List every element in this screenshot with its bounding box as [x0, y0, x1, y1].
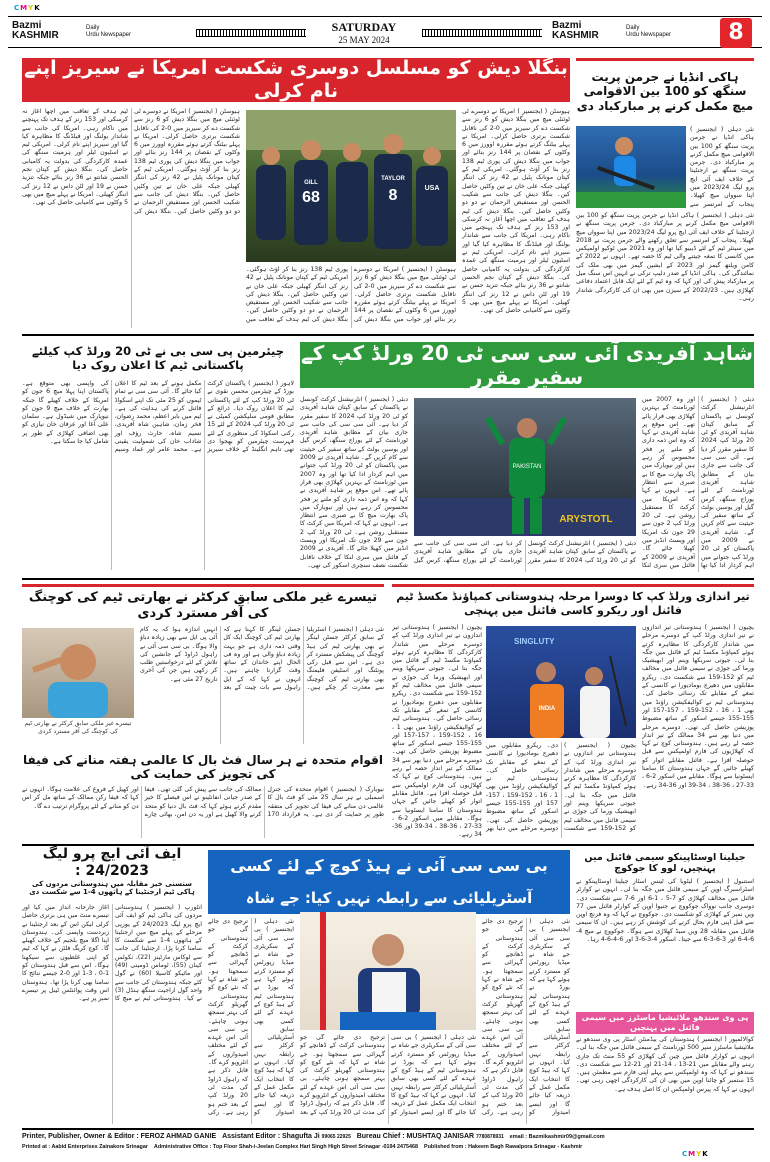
- photo-langer: [22, 628, 134, 718]
- divider-row2: [22, 578, 754, 580]
- footer-name-bureau: MUSHTAQ JANISAR: [406, 1133, 475, 1140]
- afridi-illustration: [414, 398, 636, 536]
- bcci-headline-box: [208, 850, 570, 914]
- photo-usa-team: [246, 110, 456, 262]
- jay-shah-illustration: [300, 912, 476, 1030]
- divider-row1: [22, 334, 754, 336]
- headline-sindhu: پی وی سندھو ملائیشیا ماسٹرز میں سیمی فائنل میں پہنچیں: [576, 1012, 754, 1034]
- masthead-day: SATURDAY: [331, 20, 397, 34]
- footer-name-editor: FEROZ AHMAD GANIE: [140, 1133, 217, 1140]
- headline-football: اقوام متحدہ نے ہر سال فٹ بال کا عالمی ہفتہ منانے کی فیفا کی تجویز کی حمایت کی: [22, 752, 384, 781]
- archery-country-text: INDIA: [538, 706, 556, 712]
- archery-body-left: یچیون ( ایجنسیز ) ہندوستانی تیر اندازوں نے تیر اندازی ورلڈ کپ کے دوسرے مرحلے میں شاندار کارکردگی کا مظاہرہ کرتے ہوئے کمپاؤنڈ مکسڈ ٹیم کے فائنل میں جگہ بنا لی۔ جیوتی سریکھا وینم اور ابھیشیک ورما کی جوڑی نے سیمی فائنل میں مخالف ٹیم کو 152-159 سے شکست دی۔ ریکرو مقابلوں میں دھیرج بومادیورا نے کانسی کے تمغے کے مقابلے تک رسائی حاصل کی۔ ہندوستانی ٹیم نے کوالیفکیشن راؤنڈ میں بھی 1 ، 16 ، 152-159 ، 157-157 اور 155-155 جیسے اسکور کے ساتھ مضبوط پوزیشن حاصل کی تھی۔ دوسرے مرحلے میں دنیا بھر سے 34 ممالک کے تیر انداز حصہ لے رہے ہیں۔ ہندوستانی کوچ نے کہا کہ کھلاڑیوں کی فارم اولمپکس سے قبل حوصلہ افزا ہے۔ فائنل مقابلے اتوار کو کھیلے جائیں گے جہاں ہندوستان کا سامنا ایسٹونیا سے ہوگا۔ مقابلے میں اسکور 2-6 ، 33-27 ، 36-38 ، 34-39 اور 36-34 رہے۔: [392, 624, 482, 838]
- hockey-player-illustration: [576, 126, 686, 208]
- brand-name-left: Bazmi KASHMIR: [12, 20, 59, 41]
- footer-label-bureau: Bureau Chief :: [356, 1133, 405, 1140]
- bcci-body-right: نئی دہلی ( ایجنسیز ) بی سی سی آئی کے سکریٹری جے شاہ نے میڈیا رپورٹس کو مسترد کرتے ہوئے کہا ہے کہ بورڈ نے ہندوستانی ٹیم کے ہیڈ کوچ کے عہدے کے لئے کسی بھی سابق آسٹریلیائی کرکٹر سے رابطہ نہیں کیا۔ انہوں نے کہا کہ ہیڈ کوچ کا انتخاب ایک مکمل عمل کے ذریعہ کیا جائے گا اور ایسے امیدوار کو ترجیح دی جائے گی جو ہندوستانی کرکٹ کے ڈھانچے کو گہرائی سے سمجھتا ہو۔ جے شاہ نے کہا کہ نئے کوچ کو ہندوستانی گھریلو کرکٹ کی بہتر سمجھ ہونی چاہئے۔ بی سی سی آئی اس عہدے کے لئے مختلف امیدواروں کے انٹرویو کرے گا۔ قابل ذکر ہے کہ راہول ڈراوڈ کی مدت ٹی 20 ورلڈ کپ کے بعد ختم ہو رہی ہے۔ رکی: [482, 918, 570, 1116]
- proleague-body: انٹورپ ( ایجنسیز ) ہندوستانی مردوں کی ہاکی ٹیم کو ایف آئی ایچ پرو لیگ 24/2023 کے یورپی مرحلے کے پہلے میچ میں ارجنٹینا کے ہاتھوں 4-1 سے شکست کا سامنا کرنا پڑا۔ ارجنٹینا کی جانب سے لوکاس مارٹینز (22)، نکولس کینان (55)، ٹوماس ڈومینی (49) اور مائیکو کاسیلا (60) نے گول کئے جبکہ ہندوستان کی جانب سے واحد گول اراجیت سنگھ ہنڈل (3) نے کیا۔ ہندوستانی ٹیم نے میچ کا آغاز جارحانہ انداز میں کیا اور تیسرے منٹ میں ہی برتری حاصل کرلی لیکن اس کے بعد ارجنٹینا نے زبردست واپسی کی۔ ہندوستان اپنا اگلا میچ بلجیم کے خلاف کھیلے گا۔ کوچ کریگ فلٹن نے کہا کہ ٹیم کو اپنی غلطیوں سے سیکھنا ہوگا۔ اس سے قبل ہندوستان کو 1-0 ، 3-1 اور 0-2 جیسے نتائج کا سامنا بھی کرنا پڑا تھا۔ ہندوستان اس وقت پوائنٹس ٹیبل پر تیسرے نمبر پر ہے۔: [22, 904, 202, 1003]
- bangladesh-body-bottom: ہیوسٹن ( ایجنسیز ) امریکا نے دوسرے ٹی ٹوئنٹی میچ میں بنگلا دیش کو 6 رنز سے شکست دے کر سیریز میں 0-2 کی ناقابل شکست برتری حاصل کرلی۔ امریکا نے پہلے بیٹنگ کرتے ہوئے مقررہ اوورز میں 6 وکٹوں کے نقصان پر 144 رنز بنائے اور جواب میں بنگلا دیش کی پوری ٹیم 138 رنز بنا کر آؤٹ ہوگئی۔ امریکی ٹیم کے کپتان مونانک پٹیل نے 42 رنز کی اننگز کھیلی جبکہ علی خان نے تین وکٹیں حاصل کیں۔ بنگلا دیش کی جانب سے شکیب الحسن اور مستفیض الرحمان نے دو دو وکٹیں حاصل کیں۔ بنگلا دیش کی ٹیم ہدف کے تعاقب میں: [246, 266, 456, 323]
- photo-jay-shah: [300, 912, 476, 1030]
- headline-bcci-line1: بی سی سی آئی نے ہیڈ کوچ کے لئے کسی: [230, 856, 548, 876]
- brand-tag-left: Daily Urdu Newspaper: [86, 25, 132, 38]
- masthead: [8, 16, 762, 48]
- headline-coach: تیسرے غیر ملکی سابق کرکٹر نے بھارتی ٹیم کی کوچنگ کی آفر مسترد کردی: [22, 584, 384, 624]
- footer-line2: [22, 1144, 754, 1150]
- footer-office: Administrative Office : Top Floor Shah-i-Jeelan Complex Hari Singh High Street Srinagar -0194 2475468: [153, 1144, 419, 1150]
- footer-name-assistant: Shagufta Ji: [281, 1133, 320, 1140]
- masthead-rule-left: [196, 29, 306, 37]
- jersey-name-3: USA: [424, 185, 440, 192]
- footer-label-assistant: Assistant Editor :: [222, 1133, 281, 1140]
- archery-illustration: [486, 626, 636, 738]
- page-number: 8: [720, 18, 752, 48]
- masthead-date: 25 MAY 2024: [338, 35, 390, 45]
- pcb-squad-body: لاہور ( ایجنسیز ) پاکستان کرکٹ بورڈ کے چیئرمین محسن نقوی نے ٹی 20 ورلڈ کپ کے لئے پاکستانی ٹیم کا اعلان روک دیا۔ ذرائع کے مطابق قومی سلیکشن کمیٹی نے ٹی 20 ورلڈ کپ 2024 کے لئے 15 رکنی اسکواڈ کی منظوری کے لئے فہرست چیئرمین کو بھجوا دی تھی تاہم انگلینڈ کے خلاف سیریز مکمل ہونے کے بعد ٹیم کا اعلان کیا جائے گا۔ آئی سی سی نے تمام ٹیموں کو 25 مئی تک اپنے اسکواڈ فائنل کرنے کی ہدایت کی ہے۔ ٹیم میں بابر اعظم، محمد رضوان، فخر زمان، شاہین شاہ آفریدی، نسیم شاہ، حارث رؤف اور شاداب خان کی شمولیت یقینی ہے۔ محمد عامر اور عماد وسیم کی واپسی بھی متوقع ہے۔ پاکستان اپنا پہلا میچ 6 جون کو امریکا کے خلاف کھیلے گا جبکہ بھارت کے خلاف میچ 9 جون کو نیویارک میں شیڈول ہے۔ سلمان علی آغا اور عرفان خان نیازی کو بھی اضافی کھلاڑی کے طور پر شامل کیا جا سکتا ہے۔: [22, 380, 294, 454]
- footer-printed: Printed at : Aabid Enterprises Zainakore Srinagar: [22, 1144, 148, 1150]
- jersey-number-2: 8: [388, 187, 398, 204]
- jersey-number-1: 68: [302, 189, 320, 206]
- afridi-body-right: دبئی ( ایجنسیز ) انٹرنیشنل کرکٹ کونسل نے پاکستان کے سابق کپتان شاہد آفریدی کو ٹی 20 ورلڈ کپ 2024 کا سفیر مقرر کر دیا ہے۔ آئی سی سی کی جانب سے جاری بیان کے مطابق شاہد آفریدی ٹورنامنٹ کے لئے یوراج سنگھ، کرس گیل اور یوسین بولٹ کے ساتھ سفیر کی حیثیت سے کام کریں گے۔ شاہد آفریدی نے 2009 میں پاکستان کو ٹی 20 ورلڈ کپ جتوانے میں اہم کردار ادا کیا تھا اور وہ 2007 میں ٹورنامنٹ کے بہترین کھلاڑی بھی قرار پائے تھے۔ اس موقع پر شاہد آفریدی نے کہا کہ وہ اس ذمہ داری کو ملنے پر فخر محسوس کر رہے ہیں اور نیویارک میں پاک بھارت میچ کا بے صبری سے انتظار ہے۔ انہوں نے کہا کہ امریکا میں کرکٹ کا مستقبل روشن ہے۔ ٹی 20 ورلڈ کپ 2 جون سے 29 جون تک امریکا اور ویسٹ انڈیز میں کھیلا جائے گا۔ آفریدی نے 2009 کے فائنل میں سری لنکا: [642, 396, 754, 569]
- headline-bangladesh: بنگلا دیش کو مسلسل دوسری شکست امریکا نے سیریز اپنے نام کرلی: [22, 58, 570, 102]
- brand-left: [12, 21, 82, 41]
- photo-hockey-player: [576, 126, 686, 208]
- archery-body-bottom: یچیون ( ایجنسیز ) ہندوستانی تیر اندازوں نے تیر اندازی ورلڈ کپ کے دوسرے مرحلے میں شاندار کارکردگی کا مظاہرہ کرتے ہوئے کمپاؤنڈ مکسڈ ٹیم کے فائنل میں جگہ بنا لی۔ جیوتی سریکھا وینم اور ابھیشیک ورما کی جوڑی نے سیمی فائنل میں مخالف ٹیم کو 152-159 سے شکست دی۔ ریکرو مقابلوں میں دھیرج بومادیورا نے کانسی کے تمغے کے مقابلے تک رسائی حاصل کی۔ ہندوستانی ٹیم نے کوالیفکیشن راؤنڈ میں بھی 1 ، 16 ، 152-159 ، 157-157 اور 155-155 جیسے اسکور کے ساتھ مضبوط پوزیشن حاصل کی تھی۔ دوسرے مرحلے میں دنیا بھر: [486, 742, 636, 832]
- footer-phone-assistant: 99065 22925: [321, 1134, 351, 1140]
- brand-tag-right: Daily Urdu Newspaper: [626, 25, 672, 38]
- headline-afridi: شاہد آفریدی آئی سی سی ٹی 20 ورلڈ کپ کے سفیر مقرر: [300, 341, 754, 389]
- jelena-body: استنبول ( ایجنسیز ) لیٹویا کی ٹینس اسٹار جیلینا اوسٹاپینکو نے اسٹراسبرگ اوپن کے سیمی فائنل میں جگہ بنا لی۔ انہوں نے کوارٹر فائنل میں مخالف کھلاڑی کو 7-5 ، 1-6 اور 6-7 سے شکست دی۔ دوسری جانب نوواک جوکووچ نے جنیوا اوپن کے کوارٹر فائنل میں 77 ویں نمبر کے کھلاڑی کو شکست دی۔ جوکووچ نے کہا کہ وہ فرنچ اوپن سے قبل اپنی فارم بحال کرنے کی کوشش کر رہے ہیں۔ ان کا سیمی فائنل میں مقابلہ 28 ویں سیڈ کھلاڑی سے ہوگا۔ جوکووچ نے میچ 4-6-4-6 اور 3-6-3-6 سے جیتا۔ اسکور 4-3-6-3 اور 6-4-6-4 رہا۔: [576, 878, 754, 944]
- headline-bcci-line2: آسٹریلیائی سے رابطہ نہیں کیا: جے شاہ: [245, 889, 533, 907]
- coach-body: نئی دہلی ( ایجنسیز ) آسٹریلیا کے سابق کرکٹر جسٹن لینگر نے بھی بھارتی ٹیم کی ہیڈ کوچنگ کی پیشکش مسترد کر دی ہے۔ اس سے قبل رکی پونٹنگ اور اسٹیفن فلیمنگ بھی بھارتی ٹیم کی کوچنگ سے معذرت کر چکے ہیں۔ جسٹن لینگر کا کہنا ہے کہ بھارتی ٹیم کی کوچنگ ایک کل وقتی ذمہ داری ہے جو بہت زیادہ دباؤ والی ہے اور وہ فی الحال اپنے خاندان کے ساتھ وقت گزارنا چاہتے ہیں۔ انہوں نے کہا کہ کے ایل راہول سے بات چیت کے بعد انہیں اندازہ ہوا کہ یہ کام آئی پی ایل سے بھی زیادہ دباؤ والا ہوگا۔ بی سی سی آئی نے راہول ڈراوڈ کے جانشین کی تلاش کے لئے درخواستیں طلب کر رکھی ہیں جن کی آخری تاریخ 27 مئی ہے۔: [140, 626, 384, 692]
- footer-email: email : Bazmikashmir09@gmail.com: [509, 1134, 605, 1140]
- footer-label-editor: Printer, Publisher, Owner & Editor :: [22, 1133, 139, 1140]
- bcci-body-bottom: نئی دہلی ( ایجنسیز ) بی سی سی آئی کے سکریٹری جے شاہ نے میڈیا رپورٹس کو مسترد کرتے ہوئے کہا ہے کہ بورڈ نے ہندوستانی ٹیم کے ہیڈ کوچ کے عہدے کے لئے کسی بھی سابق آسٹریلیائی کرکٹر سے رابطہ نہیں کیا۔ انہوں نے کہا کہ ہیڈ کوچ کا انتخاب ایک مکمل عمل کے ذریعہ کیا جائے گا اور ایسے امیدوار کو ترجیح دی جائے گی جو ہندوستانی کرکٹ کے ڈھانچے کو گہرائی سے سمجھتا ہو۔ جے شاہ نے کہا کہ نئے کوچ کو ہندوستانی گھریلو کرکٹ کی بہتر سمجھ ہونی چاہئے۔ بی سی سی آئی اس عہدے کے لئے مختلف امیدواروں کے انٹرویو کرے گا۔ قابل ذکر ہے کہ راہول ڈراوڈ کی مدت ٹی 20 ورلڈ کپ کے بعد: [300, 1034, 476, 1116]
- brand-right: [552, 21, 622, 41]
- photo-afridi: [414, 398, 636, 536]
- hockey-body: نئی دہلی ( ایجنسیز ) ہاکی انڈیا نے جرمن پریت سنگھ کو 100 بین الاقوامی میچ مکمل کرنے پر مبارکباد دی۔ جرمن پریت سنگھ نے ارجنٹینا کے خلاف ایف آئی ایچ پرو لیگ 2023/24 میں اپنا سوواں میچ کھیلا۔ پنجاب کے امرتسر سے تعلق رکھنے والے جرمن پریت نے 2018 میں سینئر ٹیم کے لئے ڈیبیو کیا تھا اور وہ 2021 میں ٹوکیو اولمپکس میں کانسی کا تمغہ جیتنے والی ٹیم کا حصہ تھے۔ انہوں نے 2022 کے کامن ویلتھ گیمز اور 2023 کے ایشین گیمز میں بھی ملک کی نمائندگی کی۔ ہاکی انڈیا کے صدر دلیپ ترکی نے انہیں اس سنگ میل پر مبارکباد پیش کی اور کہا کہ وہ ٹیم کے لئے ایک قابل اعتماد دفاعی کھلاڑی ہیں۔ 2022/23 کے سیزن میں بھی ان کی کارکردگی شاندار رہی۔: [576, 212, 754, 302]
- headline-pcb-squad: چیئرمین پی سی بی نے ٹی 20 ورلڈ کپ کیلئے پاکستانی ٹیم کا اعلان روک دیا: [31, 344, 284, 372]
- football-body: نیویارک ( ایجنسیز ) اقوام متحدہ کی جنرل اسمبلی نے ہر سال 25 مئی کو فٹ بال کا عالمی دن منانے کی فیفا کی تجویز کی متفقہ طور پر حمایت کر دی ہے۔ یہ قرارداد 170 ممالک کی جانب سے پیش کی گئی تھی۔ فیفا کے صدر جیانی انفانٹینو نے اس فیصلے کا خیر مقدم کرتے ہوئے کہا کہ فٹ بال دنیا کو متحد کرنے والا کھیل ہے اور یہ دن امن، بھائی چارے اور کھیل کے فروغ کی علامت ہوگا۔ انہوں نے کہا کہ فیفا رکن ممالک کے ساتھ مل کر اس دن کو منانے کے لئے پروگرام ترتیب دے گا۔: [22, 786, 384, 818]
- headline-jelena: جیلینا اوسٹاپینکو سیمی فائنل میں پہنچیں، لوو کا جوکوچ: [584, 851, 746, 874]
- afridi-team-text: PAKISTAN: [512, 464, 542, 470]
- usa-players-illustration: [246, 110, 456, 262]
- bcci-body-left: نئی دہلی ( ایجنسیز ) بی سی سی آئی کے سکریٹری جے شاہ نے میڈیا رپورٹس کو مسترد کرتے ہوئے کہا ہے کہ بورڈ نے ہندوستانی ٹیم کے ہیڈ کوچ کے عہدے کے لئے کسی بھی سابق آسٹریلیائی کرکٹر سے رابطہ نہیں کیا۔ انہوں نے کہا کہ ہیڈ کوچ کا انتخاب ایک مکمل عمل کے ذریعہ کیا جائے گا اور ایسے امیدوار کو ترجیح دی جائے گی جو ہندوستانی کرکٹ کے ڈھانچے کو گہرائی سے سمجھتا ہو۔ جے شاہ نے کہا کہ نئے کوچ کو ہندوستانی گھریلو کرکٹ کی بہتر سمجھ ہونی چاہئے۔ بی سی سی آئی اس عہدے کے لئے مختلف امیدواروں کے انٹرویو کرے گا۔ قابل ذکر ہے کہ راہول ڈراوڈ کی مدت ٹی 20 ورلڈ کپ کے بعد ختم ہو رہی ہے۔ رکی: [208, 918, 294, 1116]
- footer: [22, 1128, 754, 1152]
- headline-proleague: ایف آئی ایچ پرو لیگ 24/2023 :: [42, 846, 182, 879]
- footer-published: Published from : Hakeem Bagh Rawalpora Srinagar - Kashmir: [424, 1144, 583, 1150]
- masthead-rule-right: [422, 29, 542, 37]
- afridi-body-bottom: دبئی ( ایجنسیز ) انٹرنیشنل کرکٹ کونسل نے پاکستان کے سابق کپتان شاہد آفریدی کو ٹی 20 ورلڈ کپ 2024 کا سفیر مقرر کر دیا ہے۔ آئی سی سی کی جانب سے جاری بیان کے مطابق شاہد آفریدی ٹورنامنٹ کے لئے یوراج سنگھ، کرس گیل: [414, 540, 636, 564]
- langer-illustration: [22, 628, 134, 718]
- photo-archery: [486, 626, 636, 738]
- footer-line1: [22, 1133, 754, 1140]
- footer-phone-bureau: 7780878931: [476, 1134, 504, 1140]
- archery-body-right: یچیون ( ایجنسیز ) ہندوستانی تیر اندازوں نے تیر اندازی ورلڈ کپ کے دوسرے مرحلے میں شاندار کارکردگی کا مظاہرہ کرتے ہوئے کمپاؤنڈ مکسڈ ٹیم کے فائنل میں جگہ بنا لی۔ جیوتی سریکھا وینم اور ابھیشیک ورما کی جوڑی نے سیمی فائنل میں مخالف ٹیم کو 152-159 سے شکست دی۔ ریکرو مقابلوں میں دھیرج بومادیورا نے کانسی کے تمغے کے مقابلے تک رسائی حاصل کی۔ ہندوستانی ٹیم نے کوالیفکیشن راؤنڈ میں بھی 1 ، 16 ، 152-159 ، 157-157 اور 155-155 جیسے اسکور کے ساتھ مضبوط پوزیشن حاصل کی تھی۔ دوسرے مرحلے میں دنیا بھر سے 34 ممالک کے تیر انداز حصہ لے رہے ہیں۔ ہندوستانی کوچ نے کہا کہ کھلاڑیوں کی فارم اولمپکس سے قبل حوصلہ افزا ہے۔ فائنل مقابلے اتوار کو کھیلے جائیں گے جہاں ہندوستان کا سامنا ایسٹونیا سے ہوگا۔ مقابلے میں اسکور 2-6 ، 33-27 ، 36-38 ، 34-39 اور 36-34 رہے۔: [642, 624, 754, 789]
- archery-sponsor-text: SINGLUTY: [514, 637, 555, 646]
- hockey-body-top: نئی دہلی ( ایجنسیز ) ہاکی انڈیا نے جرمن پریت سنگھ کو 100 بین الاقوامی میچ مکمل کرنے پر مبارکباد دی۔ جرمن پریت سنگھ نے ارجنٹینا کے خلاف ایف آئی ایچ پرو لیگ 2023/24 میں اپنا سوواں میچ کھیلا۔ پنجاب کے امرتسر سے: [690, 126, 754, 208]
- jersey-name-1: GILL: [304, 180, 318, 186]
- sindhu-body: کوالالمپور ( ایجنسیز ) ہندوستان کی بیڈمنٹن اسٹار پی وی سندھو نے ملائیشیا ماسٹرز سپر 500 ٹورنامنٹ کے سیمی فائنل میں جگہ بنا لی۔ انہوں نے کوارٹر فائنل میں چین کی کھلاڑی کو 55 منٹ تک جاری رہنے والے مقابلے میں 21-13 ، 14-21 اور 21-12 سے شکست دی۔ سندھو نے کہا کہ وہ اولمپکس سے پہلے اپنی فارم سے مطمئن ہیں۔ 15 ستمبر کو چائنا اوپن میں بھی ان کی کارکردگی اچھی رہی تھی۔ انہوں نے کہا کہ پیرس اولمپکس ان کا اصل ہدف ہے۔: [576, 1036, 754, 1093]
- afridi-banner-text: ARYSTOTL: [559, 514, 613, 525]
- brand-name-right: Bazmi KASHMIR: [552, 20, 599, 41]
- bangladesh-body-left: ہیوسٹن ( ایجنسیز ) امریکا نے دوسرے ٹی ٹوئنٹی میچ میں بنگلا دیش کو 6 رنز سے شکست دے کر سیریز میں 0-2 کی ناقابل شکست برتری حاصل کرلی۔ امریکا نے پہلے بیٹنگ کرتے ہوئے مقررہ اوورز میں 6 وکٹوں کے نقصان پر 144 رنز بنائے اور جواب میں بنگلا دیش کی پوری ٹیم 138 رنز بنا کر آؤٹ ہوگئی۔ امریکی ٹیم کے کپتان مونانک پٹیل نے 42 رنز کی اننگز کھیلی جبکہ علی خان نے تین وکٹیں حاصل کیں۔ بنگلا دیش کی جانب سے شکیب الحسن اور مستفیض الرحمان نے دو دو وکٹیں حاصل کیں۔ بنگلا دیش کی ٹیم ہدف کے تعاقب میں اچھا آغاز نہ کرسکی اور 153 رنز کے ہدف تک پہنچنے میں ناکام رہی۔ امریکا کی جانب سے شاندار بولنگ اور فیلڈنگ کا مظاہرہ کیا گیا اور سیریز اپنے نام کرلی۔ امریکی ٹیم نے اسٹیون ٹیلر اور ہرمیت سنگھ کی عمدہ کارکردگی کی بدولت یہ کامیابی حاصل کی۔ بنگلا دیش کے کپتان نجم الحسن شانتو نے 36 رنز بنائے جبکہ تنزید حسن نے 19 اور لٹن داس نے 12 رنز کی اننگز کھیلی۔ امریکا نے پہلے میچ میں بھی 5 وکٹوں سے کامیابی حاصل کی تھی۔: [22, 108, 240, 215]
- afridi-body-left: دبئی ( ایجنسیز ) انٹرنیشنل کرکٹ کونسل نے پاکستان کے سابق کپتان شاہد آفریدی کو ٹی 20 ورلڈ کپ 2024 کا سفیر مقرر کر دیا ہے۔ آئی سی سی کی جانب سے جاری بیان کے مطابق شاہد آفریدی ٹورنامنٹ کے لئے یوراج سنگھ، کرس گیل اور یوسین بولٹ کے ساتھ سفیر کی حیثیت سے کام کریں گے۔ شاہد آفریدی نے 2009 میں پاکستان کو ٹی 20 ورلڈ کپ جتوانے میں اہم کردار ادا کیا تھا اور وہ 2007 میں ٹورنامنٹ کے بہترین کھلاڑی بھی قرار پائے تھے۔ اس موقع پر شاہد آفریدی نے کہا کہ وہ اس ذمہ داری کو ملنے پر فخر محسوس کر رہے ہیں اور نیویارک میں پاک بھارت میچ کا بے صبری سے انتظار ہے۔ انہوں نے کہا کہ امریکا میں کرکٹ کا مستقبل روشن ہے۔ ٹی 20 ورلڈ کپ 2 جون سے 29 جون تک امریکا اور ویسٹ انڈیز میں کھیلا جائے گا۔ آفریدی نے 2009 کے فائنل میں سری لنکا کے خلاف ناقابل شکست نصف سنچری اسکور کی تھی۔: [300, 396, 408, 569]
- cmyk-mark-bottom: CMYK: [682, 1150, 709, 1158]
- proleague-subhead: سنسنی خیز مقابلہ میں ہندوستانی مردوں کی ہاکی ٹیم ارجنٹینا کے ہاتھوں 4-1 سے شکست دی: [29, 879, 195, 896]
- coach-caption: تیسرے غیر ملکی سابق کرکٹر نے بھارتی ٹیم کی کوچنگ کی آفر مسترد کردی: [24, 720, 132, 735]
- bangladesh-body-right: ہیوسٹن ( ایجنسیز ) امریکا نے دوسرے ٹی ٹوئنٹی میچ میں بنگلا دیش کو 6 رنز سے شکست دے کر سیریز میں 0-2 کی ناقابل شکست برتری حاصل کرلی۔ امریکا نے پہلے بیٹنگ کرتے ہوئے مقررہ اوورز میں 6 وکٹوں کے نقصان پر 144 رنز بنائے اور جواب میں بنگلا دیش کی پوری ٹیم 138 رنز بنا کر آؤٹ ہوگئی۔ امریکی ٹیم کے کپتان مونانک پٹیل نے 42 رنز کی اننگز کھیلی جبکہ علی خان نے تین وکٹیں حاصل کیں۔ بنگلا دیش کی جانب سے شکیب الحسن اور مستفیض الرحمان نے دو دو وکٹیں حاصل کیں۔ بنگلا دیش کی ٹیم ہدف کے تعاقب میں اچھا آغاز نہ کرسکی اور 153 رنز کے ہدف تک پہنچنے میں ناکام رہی۔ امریکا کی جانب سے شاندار بولنگ اور فیلڈنگ کا مظاہرہ کیا گیا اور سیریز اپنے نام کرلی۔ امریکی ٹیم نے اسٹیون ٹیلر اور ہرمیت سنگھ کی عمدہ کارکردگی کی بدولت یہ کامیابی حاصل کی۔ بنگلا دیش کے کپتان نجم الحسن شانتو نے 36 رنز بنائے جبکہ تنزید حسن نے 19 اور لٹن داس نے 12 رنز کی اننگز کھیلی۔ امریکا نے پہلے میچ میں بھی 5 وکٹوں سے کامیابی حاصل کی تھی۔: [462, 108, 570, 315]
- cmyk-mark-top: CMYK: [14, 4, 41, 12]
- headline-hockey: ہاکی انڈیا نے جرمن پریت سنگھ کو 100 بین الاقوامی میچ مکمل کرنے پر مبارکباد دی: [576, 58, 754, 122]
- jersey-name-2: TAYLOR: [381, 176, 405, 182]
- headline-archery: تیر اندازی ورلڈ کپ کا دوسرا مرحلہ ہندوستانی کمپاؤنڈ مکسڈ ٹیم فائنل اور ریکرو کاسی فائنل میں پہنچی: [392, 584, 754, 620]
